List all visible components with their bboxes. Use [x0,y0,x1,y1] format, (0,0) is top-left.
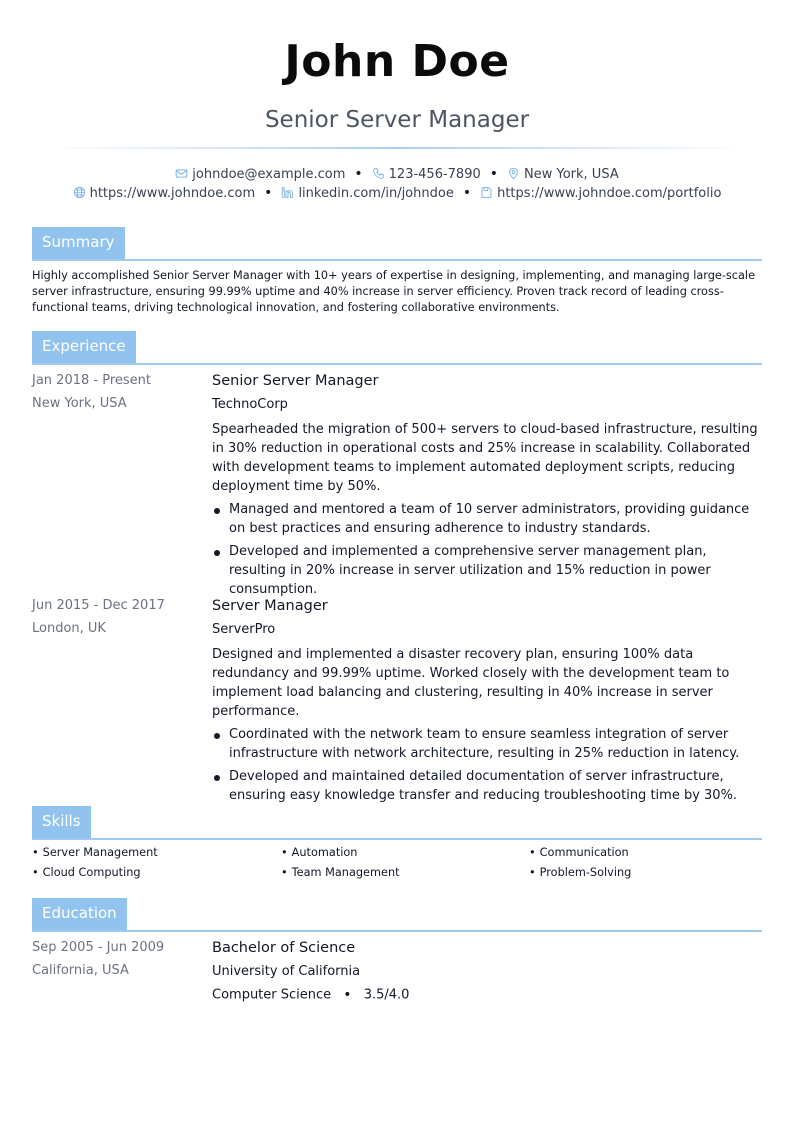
separator-dot: • [343,987,352,1003]
contact-linkedin[interactable] [281,186,453,201]
contact-location-text: New York, USA [524,166,619,182]
skills-heading: Skills [32,806,91,838]
skill-item: • Cloud Computing [32,866,141,879]
job-2 [212,598,764,809]
job-2-meta [32,598,165,644]
list-item: Coordinated with the network team to ensure seamless integration of server infrastructure with network architecture, resulting in 25% reduction in latency. [212,725,764,763]
separator-dot: • [462,185,472,201]
summary-section-header [32,227,762,261]
education-section-header [32,898,762,932]
envelope-icon [175,167,188,180]
contact-linkedin-text: linkedin.com/in/johndoe [298,185,454,201]
skills-section-header [32,806,762,840]
contact-location [507,167,619,182]
job-1-bullets [212,500,764,599]
contact-portfolio[interactable] [480,186,721,201]
education-entry [212,940,764,1010]
experience-section-header [32,331,762,365]
contact-email[interactable] [175,167,345,182]
job-2-dates: Jun 2015 - Dec 2017 [32,598,165,613]
job-2-company: ServerPro [212,622,276,637]
job-2-location: London, UK [32,621,106,636]
education-degree: Bachelor of Science [212,940,356,956]
education-dates: Sep 2005 - Jun 2009 [32,940,165,955]
linkedin-icon [281,186,294,199]
portfolio-icon [480,186,493,199]
experience-heading: Experience [32,331,136,363]
summary-text: Highly accomplished Senior Server Manager with 10+ years of expertise in designing, implementing, and managing large-scale server infrastructure, ensuring 99.99% uptime and 40% increase in server efficiency. Proven track record of leading cross-functional teams, driving technological innovation, and fostering collaborative environments. [32,269,756,314]
skill-item: • Automation [281,846,357,859]
list-item: Managed and mentored a team of 10 server administrators, providing guidance on best practices and ensuring adherence to industry standards. [212,500,764,538]
map-pin-icon [507,167,520,180]
contact-email-text: johndoe@example.com [192,166,346,182]
skill-item: • Server Management [32,846,158,859]
contact-row-1 [0,166,794,182]
contact-website[interactable] [73,186,256,201]
title-divider [48,147,746,149]
education-location: California, USA [32,963,129,978]
skill-item: • Team Management [281,866,400,879]
skill-item: • Communication [529,846,629,859]
summary-heading: Summary [32,227,125,259]
separator-dot: • [354,166,363,182]
contact-website-text: https://www.johndoe.com [89,185,256,201]
education-school: University of California [212,964,361,979]
education-meta [32,940,164,986]
job-1-description: Spearheaded the migration of 500+ servers to cloud-based infrastructure, resulting in 30% reduction in operational costs and 25% increase in scalability. Collaborated with development teams to implement automated deployment scripts, reducing deployment time by 50%. [212,422,758,494]
candidate-title: Senior Server Manager [264,107,530,133]
job-1-title: Senior Server Manager [212,373,379,389]
job-1-location: New York, USA [32,396,127,411]
list-item: Developed and implemented a comprehensive server management plan, resulting in 20% increase in server utilization and 15% reduction in power consumption. [212,542,764,599]
contact-portfolio-text: https://www.johndoe.com/portfolio [497,185,722,201]
job-1-meta [32,373,151,419]
job-2-title: Server Manager [212,598,328,614]
list-item: Developed and maintained detailed documentation of server infrastructure, ensuring easy knowledge transfer and reducing troubleshooting time by 30%. [212,767,764,805]
job-1 [212,373,764,603]
education-heading: Education [32,898,127,930]
candidate-name: John Doe [284,36,510,87]
education-field: Computer Science [212,987,332,1003]
separator-dot: • [264,185,273,201]
job-1-company: TechnoCorp [212,397,288,412]
education-gpa: 3.5/4.0 [363,987,410,1003]
job-2-description: Designed and implemented a disaster recovery plan, ensuring 100% data redundancy and 99.99% uptime. Worked closely with the development team to implement load balancing and clustering, resulting in 40% increase in server performance. [212,647,730,719]
contact-phone[interactable] [372,167,481,182]
education-detail [212,987,764,1010]
contact-row-2 [0,185,794,201]
globe-icon [73,186,86,199]
contact-phone-text: 123-456-7890 [388,166,481,182]
job-2-bullets [212,725,764,805]
job-1-dates: Jan 2018 - Present [32,373,151,388]
separator-dot: • [489,166,499,182]
phone-icon [372,167,385,180]
skill-item: • Problem-Solving [529,866,631,879]
